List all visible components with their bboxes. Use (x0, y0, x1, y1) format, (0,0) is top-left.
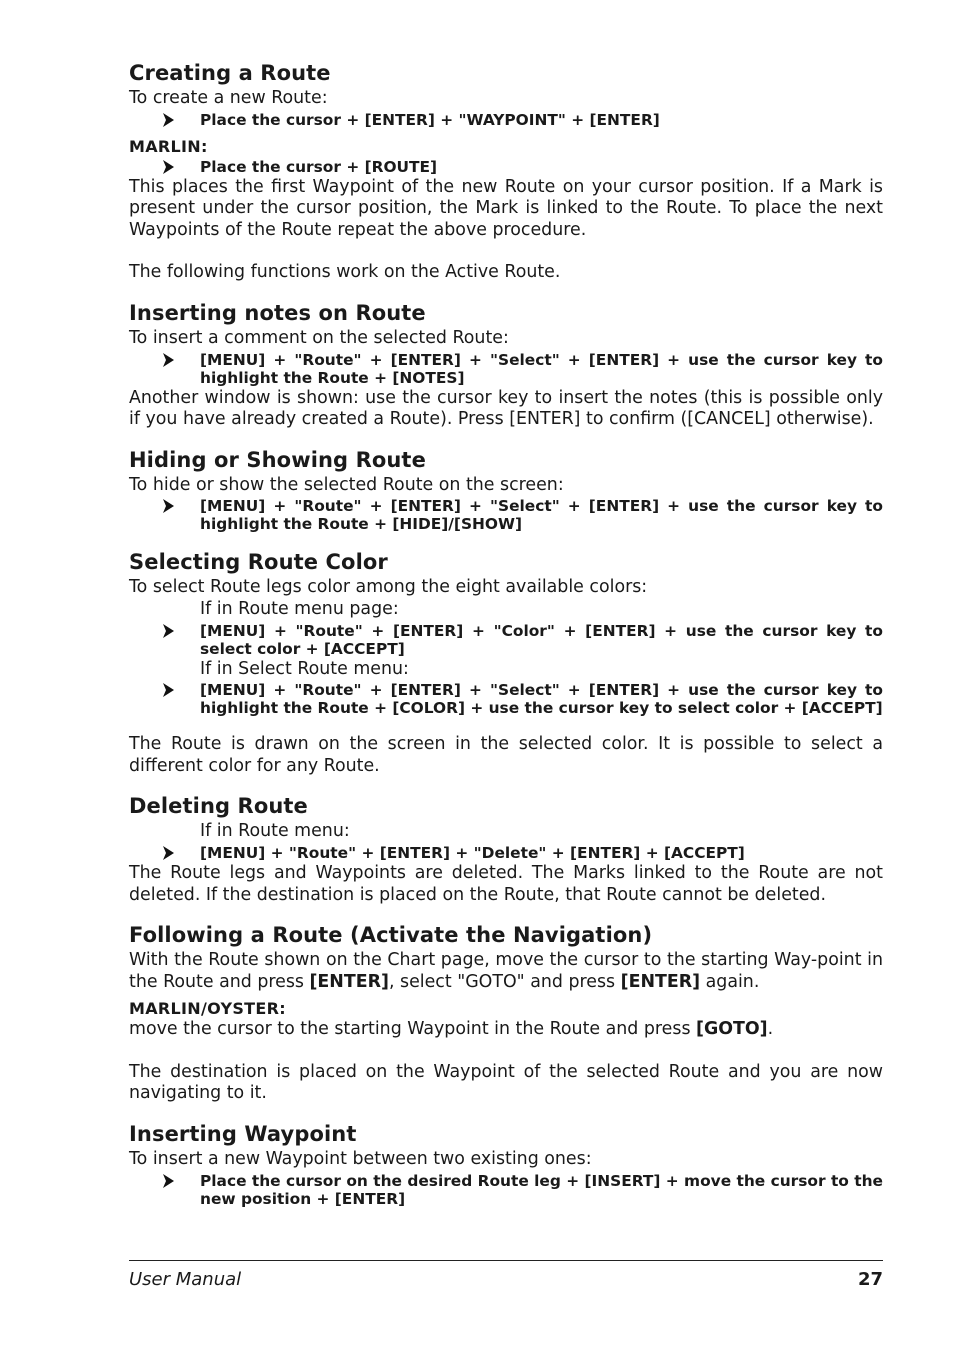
arrow-bullet-icon (161, 1172, 177, 1190)
section-title: Following a Route (Activate the Navigation) (129, 923, 653, 948)
instruction-step (129, 111, 883, 129)
arrow-bullet-icon (161, 622, 177, 640)
key-label: [ENTER] (309, 971, 389, 992)
section-title: Hiding or Showing Route (129, 447, 426, 472)
section-intro: To hide or show the selected Route on the screen: (129, 474, 564, 495)
section-route-color (129, 547, 883, 777)
arrow-bullet-icon (161, 497, 177, 515)
step-text: [MENU] + "Route" + [ENTER] + "Select" + [ENTER] + use the cursor key to highlight the Route + [COLOR] + use the cursor key to select color + [ACCEPT] (200, 681, 883, 718)
section-creating-route (129, 58, 883, 284)
section-intro: To create a new Route: (129, 88, 328, 108)
paragraph: The Route is drawn on the screen in the selected color. It is possible to select a different color for any Route. (129, 734, 883, 776)
paragraph-text: , select "GOTO" and press (388, 971, 621, 992)
condition-text: If in Route menu: (200, 821, 350, 842)
paragraph-text: With the Route shown on the Chart page, move the cursor to the starting Way-point in the Route and press (129, 950, 883, 992)
page-number: 27 (857, 1269, 883, 1290)
paragraph (129, 1019, 883, 1041)
instruction-step (129, 497, 883, 533)
condition-text: If in Route menu page: (200, 598, 399, 619)
paragraph: This places the first Waypoint of the new Route on your cursor position. If a Mark is present under the cursor position, the Mark is linked to the Route. To place the next Waypoints of the Route repeat the above procedure. (129, 176, 883, 240)
key-label: [ENTER] (620, 971, 701, 992)
page-footer (129, 1260, 883, 1290)
step-text: [MENU] + "Route" + [ENTER] + "Color" + [ENTER] + use the cursor key to select color + [ACCEPT] (200, 621, 883, 658)
step-text: [MENU] + "Route" + [ENTER] + "Select" + [ENTER] + use the cursor key to highlight the Route + [HIDE]/[SHOW] (200, 497, 883, 534)
section-title: Deleting Route (129, 794, 308, 819)
instruction-step (129, 622, 883, 658)
footer-title: User Manual (129, 1269, 242, 1290)
paragraph-text: . (767, 1019, 774, 1040)
instruction-step (129, 1172, 883, 1208)
section-follow-route (129, 920, 883, 1105)
paragraph (129, 950, 883, 993)
paragraph-text: again. (700, 971, 760, 992)
section-insert-waypoint (129, 1119, 883, 1208)
paragraph: The Route legs and Waypoints are deleted. The Marks linked to the Route are not deleted. If the destination is placed on the Route, that Route cannot be deleted. (129, 862, 883, 905)
paragraph: Another window is shown: use the cursor key to insert the notes (this is possible only if you have already created a Route). Press [ENTER] to confirm ([CANCEL] otherwise). (129, 387, 883, 430)
step-text: [MENU] + "Route" + [ENTER] + "Delete" + [ENTER] + [ACCEPT] (200, 843, 745, 862)
paragraph-text: move the cursor to the starting Waypoint in the Route and press (129, 1019, 697, 1040)
arrow-bullet-icon (161, 681, 177, 699)
step-text: Place the cursor on the desired Route leg + [INSERT] + move the cursor to the new position + [ENTER] (200, 1171, 883, 1208)
section-notes-route (129, 298, 883, 431)
section-hide-show-route (129, 445, 883, 534)
instruction-step (129, 681, 883, 717)
key-label: [GOTO] (696, 1019, 768, 1040)
condition-text: If in Select Route menu: (200, 658, 409, 679)
manual-page (129, 58, 883, 1209)
instruction-step (129, 158, 883, 176)
arrow-bullet-icon (161, 158, 177, 176)
model-label: MARLIN/OYSTER: (129, 999, 286, 1019)
instruction-step (129, 351, 883, 387)
section-delete-route (129, 791, 883, 906)
arrow-bullet-icon (161, 844, 177, 862)
paragraph: The following functions work on the Active Route. (129, 262, 561, 283)
section-intro: To select Route legs color among the eight available colors: (129, 577, 648, 598)
paragraph: The destination is placed on the Waypoint of the selected Route and you are now navigating to it. (129, 1061, 883, 1104)
section-intro: To insert a new Waypoint between two existing ones: (129, 1149, 592, 1170)
step-text: Place the cursor + [ROUTE] (200, 157, 438, 176)
section-intro: To insert a comment on the selected Route: (129, 327, 509, 348)
section-title: Inserting Waypoint (129, 1122, 357, 1147)
model-label: MARLIN: (129, 136, 208, 156)
step-text: Place the cursor + [ENTER] + "WAYPOINT" + [ENTER] (200, 110, 660, 129)
section-title: Inserting notes on Route (129, 300, 426, 325)
arrow-bullet-icon (161, 111, 177, 129)
instruction-step (129, 844, 883, 862)
arrow-bullet-icon (161, 351, 177, 369)
step-text: [MENU] + "Route" + [ENTER] + "Select" + [ENTER] + use the cursor key to highlight the Route + [NOTES] (200, 350, 883, 387)
section-title: Selecting Route Color (129, 550, 388, 575)
section-title: Creating a Route (129, 61, 331, 85)
